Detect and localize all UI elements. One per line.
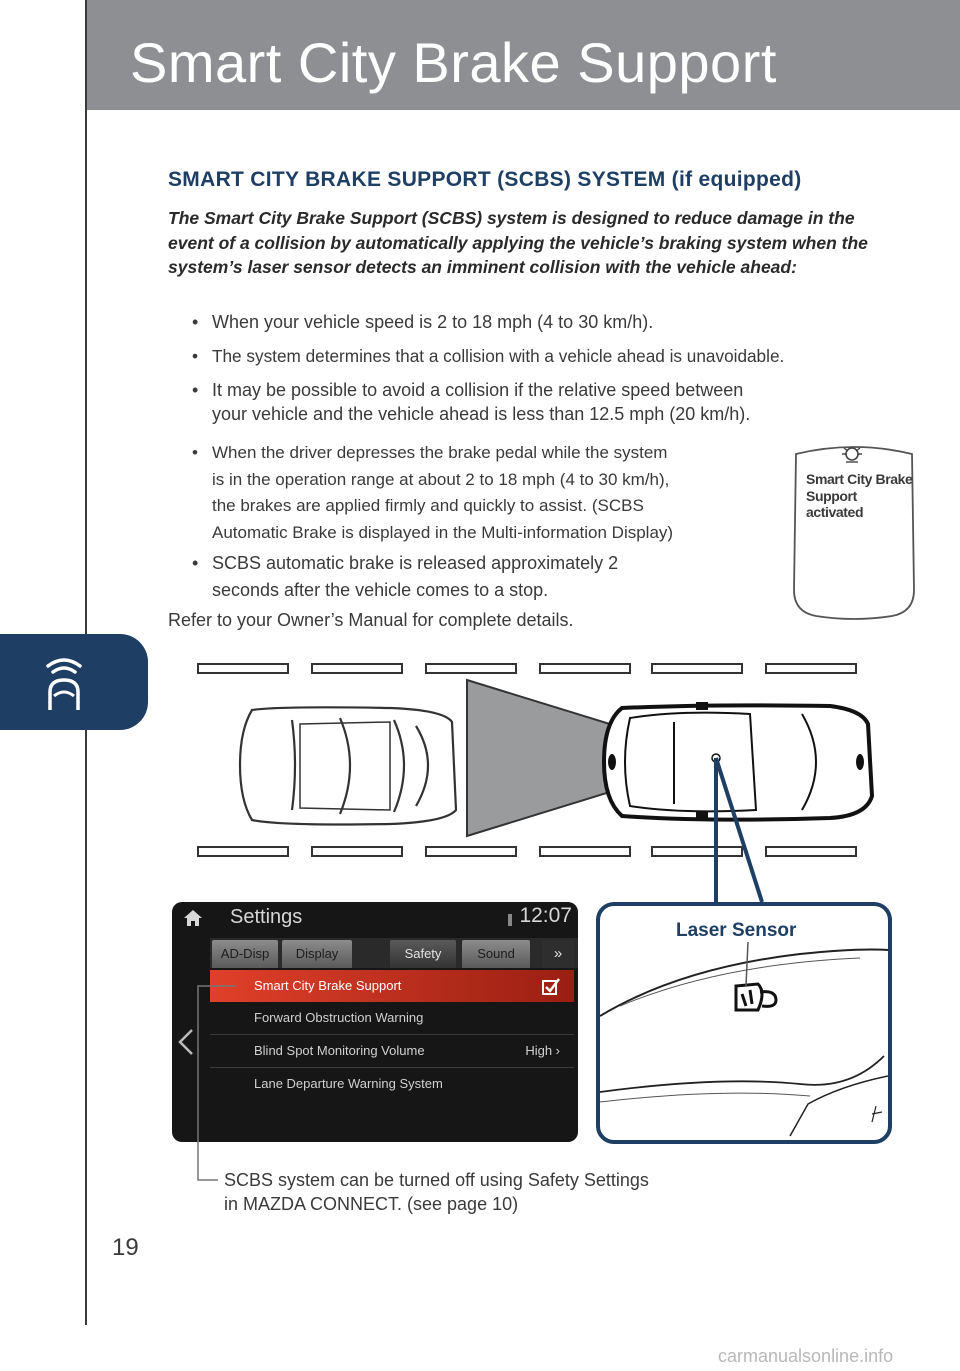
menu-item-lane-departure-warning-system[interactable] (210, 1068, 574, 1100)
home-icon[interactable] (182, 907, 204, 929)
menu-item-label: Lane Departure Warning System (254, 1076, 443, 1091)
refer-owners-manual: Refer to your Owner’s Manual for complete details. (168, 610, 574, 630)
vehicle-ahead (240, 707, 456, 824)
own-vehicle (604, 702, 872, 820)
menu-item-forward-obstruction-warning[interactable] (210, 1002, 574, 1034)
menu-item-label: Smart City Brake Support (254, 978, 402, 993)
settings-title: Settings (230, 906, 303, 928)
mazda-connect-settings-screen (172, 902, 578, 1142)
bullet-line: The system determines that a collision with a vehicle ahead is unavoidable. (212, 346, 785, 366)
section-heading: SMART CITY BRAKE SUPPORT (SCBS) SYSTEM (if equipped) (168, 168, 802, 191)
bullet-line: seconds after the vehicle comes to a stop. (212, 579, 549, 600)
bullet-item (190, 344, 784, 368)
laser-sensor-point (712, 754, 720, 762)
caption-line: in MAZDA CONNECT. (see page 10) (224, 1194, 519, 1214)
signal-icon (508, 914, 512, 926)
laser-sensor-icon (736, 984, 776, 1010)
bullet-line: When your vehicle speed is 2 to 18 mph (4 to 30 km/h). (212, 312, 654, 332)
tab-sound[interactable]: Sound (462, 940, 530, 968)
watermark: carmanualsonline.info (718, 1346, 894, 1366)
display-line: Smart City Brake (806, 471, 913, 487)
back-chevron-icon[interactable] (176, 1027, 196, 1057)
chapter-side-tab (0, 634, 148, 730)
page-number: 19 (112, 1234, 139, 1261)
settings-caption (224, 1168, 649, 1216)
menu-item-label: Forward Obstruction Warning (254, 1010, 424, 1025)
tab-display[interactable]: Display (282, 940, 352, 968)
intro-paragraph: The Smart City Brake Support (SCBS) system is designed to reduce damage in the event of a collision by automatically applying the vehicle’s braking system when the system’s laser sensor detects an imminent collision with the vehicle ahead: (168, 208, 868, 277)
lane-markings-top (198, 664, 856, 673)
bullet-line: the brakes are applied firmly and quickly to assist. (SCBS (212, 496, 644, 515)
display-line: activated (806, 504, 864, 520)
bullet-item (190, 310, 653, 334)
menu-item-label: Blind Spot Monitoring Volume (254, 1043, 425, 1058)
bullet-item (190, 550, 618, 603)
bullet-line: is in the operation range at about 2 to 18 mph (4 to 30 km/h), (212, 469, 670, 489)
sensor-car-icon (0, 634, 148, 730)
bullet-line: Automatic Brake is displayed in the Multi-information Display) (212, 522, 674, 542)
tab-safety[interactable]: Safety (390, 940, 456, 968)
tab-ad-disp[interactable]: AD-Disp (212, 940, 278, 968)
laser-sensor-label: Laser Sensor (676, 920, 797, 941)
menu-item-value: High › (525, 1043, 560, 1058)
caption-line: SCBS system can be turned off using Safety Settings (224, 1170, 649, 1190)
bullet-item (190, 378, 750, 426)
bullet-line: When the driver depresses the brake pedal while the system (212, 443, 668, 462)
clock: 12:07 (519, 904, 572, 927)
menu-item-blind-spot-monitoring-volume[interactable] (210, 1035, 574, 1067)
scbs-road-diagram (190, 650, 880, 910)
bullet-line: SCBS automatic brake is released approximately 2 (212, 553, 619, 573)
bullet-line: It may be possible to avoid a collision if the relative speed between (212, 380, 744, 400)
display-message (806, 471, 912, 521)
checkbox-checked-icon[interactable] (542, 977, 560, 995)
page-title: Smart City Brake Support (130, 31, 777, 94)
bullet-item (190, 440, 673, 546)
display-line: Support (806, 487, 857, 504)
bullet-line: your vehicle and the vehicle ahead is less than 12.5 mph (20 km/h). (212, 404, 751, 424)
tabs-more-button[interactable]: » (542, 940, 574, 968)
menu-item-smart-city-brake-support[interactable] (210, 970, 574, 1002)
lane-markings-bottom (198, 847, 856, 856)
multi-information-display (790, 440, 918, 620)
